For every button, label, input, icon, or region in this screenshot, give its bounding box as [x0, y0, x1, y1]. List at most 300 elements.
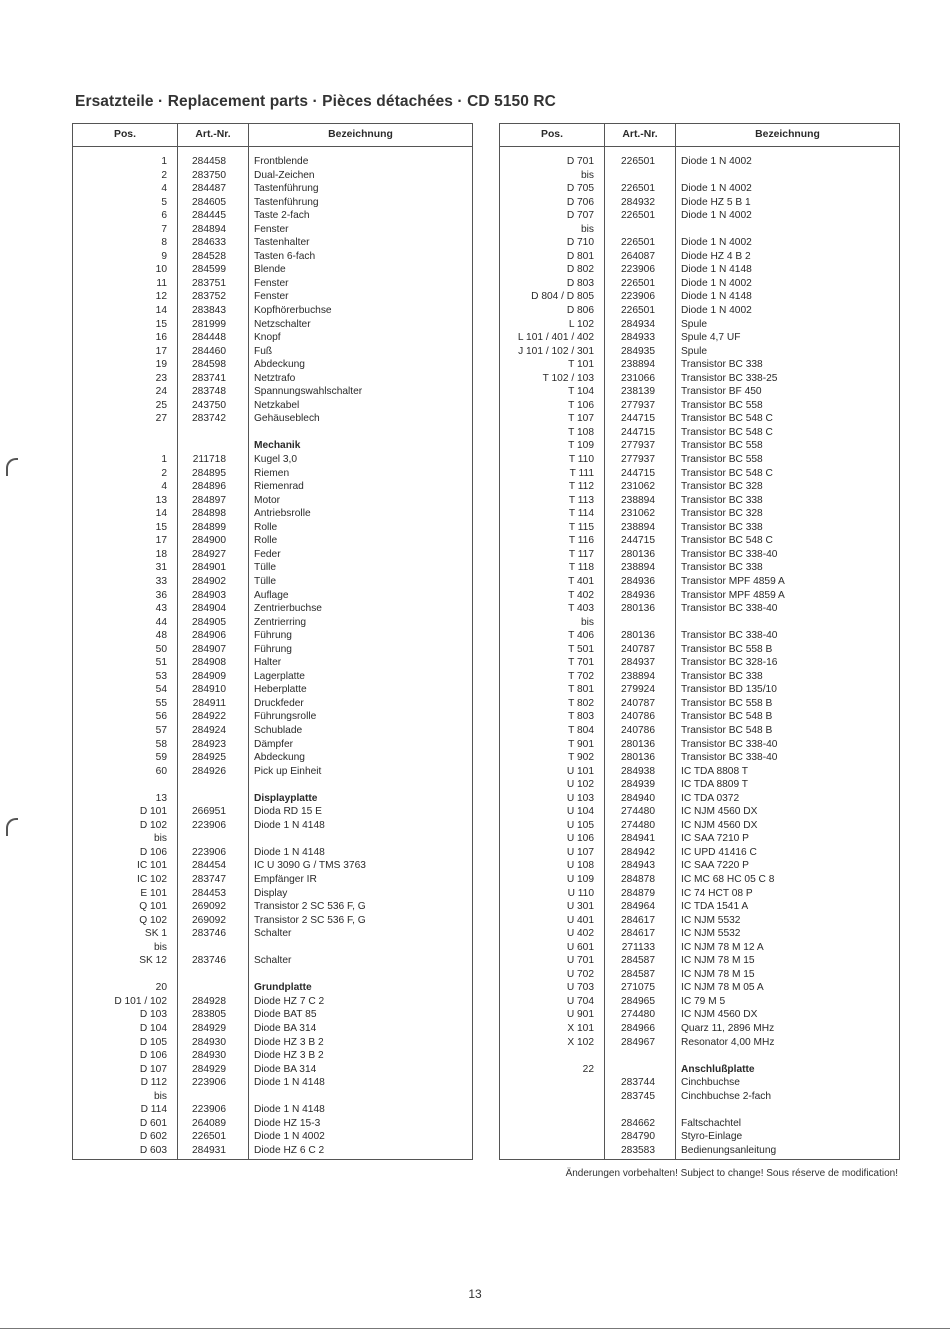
pos-cell: IC 101 [136, 860, 167, 872]
bezeichnung-cell: Rolle [254, 535, 278, 547]
pos-cell: D 112 [140, 1077, 167, 1089]
bezeichnung-cell: Spannungswahlschalter [254, 386, 363, 398]
art-nr-cell: 284908 [192, 657, 226, 669]
pos-cell [73, 426, 177, 440]
bezeichnung-cell: Diode 1 N 4002 [681, 183, 752, 195]
art-nr-cell: 284907 [192, 643, 226, 655]
pos-cell: 14 [155, 508, 167, 520]
pos-cell [500, 1144, 604, 1158]
pos-cell: T 902 [568, 752, 594, 764]
art-nr-cell: 274480 [621, 819, 655, 831]
art-nr-cell: 226501 [621, 305, 655, 317]
bezeichnung-cell: Schalter [254, 928, 292, 940]
art-nr-cell: 284922 [192, 711, 226, 723]
art-nr-cell [178, 792, 248, 806]
bezeichnung-cell: Rolle [254, 521, 278, 533]
bezeichnung-cell [676, 223, 899, 237]
bezeichnung-cell: Blende [254, 264, 286, 276]
pos-cell: T 109 [568, 440, 594, 452]
bezeichnung-cell [249, 832, 472, 846]
section-title: Mechanik [254, 440, 301, 452]
pos-cell: 24 [155, 386, 167, 398]
art-nr-cell: 244715 [621, 535, 655, 547]
bezeichnung-cell: Transistor 2 SC 536 F, G [254, 914, 366, 926]
bezeichnung-cell: Antriebsrolle [254, 508, 311, 520]
art-nr-cell: 284897 [192, 494, 226, 506]
pos-cell: 13 [155, 792, 167, 804]
bezeichnung-cell: Diode 1 N 4002 [681, 277, 752, 289]
art-nr-cell: 284899 [192, 521, 226, 533]
bezeichnung-cell: Spule [681, 318, 708, 330]
header-pos: Pos. [73, 124, 178, 146]
pos-cell [73, 778, 177, 792]
pos-cell: D 101 [139, 806, 167, 818]
pos-cell: X 102 [567, 1036, 594, 1048]
art-nr-cell: 281999 [192, 318, 226, 330]
art-nr-cell: 284633 [192, 237, 226, 249]
pos-cell: 4 [161, 183, 167, 195]
art-nr-cell: 283746 [192, 928, 226, 940]
pos-cell: 44 [155, 616, 167, 628]
pos-cell: 19 [155, 359, 167, 371]
pos-cell: 18 [155, 548, 167, 560]
art-nr-cell: 284617 [621, 914, 655, 926]
art-nr-cell: 269092 [192, 901, 226, 913]
pos-cell: 11 [156, 277, 167, 289]
art-nr-column [605, 147, 676, 1159]
bezeichnung-cell: IC 74 HCT 08 P [681, 887, 753, 899]
table-header [500, 124, 899, 147]
art-nr-cell: 277937 [621, 440, 655, 452]
bezeichnung-cell: IC TDA 1541 A [681, 901, 749, 913]
pos-cell: 10 [155, 264, 167, 276]
bezeichnung-cell: Auflage [254, 589, 289, 601]
art-nr-cell: 284445 [192, 210, 226, 222]
bezeichnung-cell: IC SAA 7210 P [681, 833, 749, 845]
art-nr-cell: 284587 [621, 955, 655, 967]
bezeichnung-cell: IC U 3090 G / TMS 3763 [254, 860, 366, 872]
pos-column [500, 147, 605, 1159]
art-nr-cell: 284933 [621, 332, 655, 344]
art-nr-cell: 284487 [192, 183, 226, 195]
pos-cell: bis [153, 1090, 167, 1102]
pos-cell: bis [580, 616, 594, 628]
art-nr-cell: 271075 [621, 982, 655, 994]
pos-cell: U 704 [566, 995, 594, 1007]
art-nr-cell: 238894 [621, 359, 655, 371]
pos-cell: T 104 [568, 386, 594, 398]
art-nr-cell: 284605 [192, 196, 226, 208]
bezeichnung-cell: Transistor BC 558 B [681, 643, 773, 655]
art-nr-cell: 223906 [192, 819, 226, 831]
art-nr-cell: 231062 [621, 481, 655, 493]
bezeichnung-cell: Spule [681, 345, 708, 357]
art-nr-cell [605, 169, 675, 183]
pos-cell: D 106 [139, 1050, 167, 1062]
bezeichnung-cell: Transistor BC 338 [681, 494, 763, 506]
pos-cell: 1 [161, 156, 167, 167]
pos-cell: Q 102 [139, 914, 167, 926]
bezeichnung-cell: Gehäuseblech [254, 413, 320, 425]
art-nr-cell: 264087 [621, 250, 655, 262]
art-nr-cell: 284900 [192, 535, 226, 547]
pos-cell: T 406 [568, 630, 594, 642]
art-nr-cell: 211718 [192, 454, 226, 466]
pos-cell: D 101 / 102 [114, 995, 167, 1007]
bezeichnung-cell: Diode BA 314 [254, 1023, 317, 1034]
bezeichnung-cell [676, 1103, 899, 1117]
bezeichnung-cell: Cinchbuchse 2-fach [681, 1090, 772, 1102]
art-nr-cell: 283744 [621, 1077, 655, 1089]
pos-cell: D 602 [139, 1131, 167, 1143]
art-nr-cell [605, 616, 675, 630]
pos-cell: U 108 [566, 860, 594, 872]
pos-cell: U 110 [567, 887, 594, 899]
bezeichnung-cell: Pick up Einheit [254, 765, 322, 777]
pos-cell: D 114 [140, 1104, 167, 1116]
art-nr-cell: 284923 [192, 738, 226, 750]
pos-cell: 36 [155, 589, 167, 601]
pos-cell: bis [153, 941, 167, 953]
art-nr-cell: 240786 [621, 711, 655, 723]
art-nr-cell: 284662 [621, 1117, 655, 1129]
art-nr-cell: 284460 [192, 345, 226, 357]
art-nr-cell: 223906 [192, 1104, 226, 1116]
bezeichnung-cell: Transistor BC 338-40 [681, 630, 778, 642]
parts-table-left [72, 123, 473, 1160]
pos-cell: T 108 [568, 426, 594, 438]
bezeichnung-cell: Diode HZ 7 C 2 [254, 995, 325, 1007]
bezeichnung-cell: Transistor MPF 4859 A [681, 575, 785, 587]
pos-cell: Q 101 [139, 901, 167, 913]
bezeichnung-cell: IC NJM 78 M 12 A [681, 941, 764, 953]
pos-cell: U 107 [566, 846, 594, 858]
art-nr-cell: 283746 [192, 955, 226, 967]
bezeichnung-cell: Bedienungsanleitung [681, 1144, 777, 1156]
art-nr-cell: 238894 [621, 670, 655, 682]
bezeichnung-cell [676, 1049, 899, 1063]
art-nr-cell: 284936 [621, 589, 655, 601]
art-nr-cell: 284458 [192, 156, 226, 167]
pos-cell: 50 [155, 643, 167, 655]
bezeichnung-cell: Tastenführung [254, 196, 319, 208]
art-nr-cell [605, 1049, 675, 1063]
page-edge-line [0, 1328, 950, 1329]
page-title: Ersatzteile · Replacement parts · Pièces détachées · CD 5150 RC [75, 93, 556, 110]
art-nr-cell: 284930 [192, 1050, 226, 1062]
pos-cell: 2 [161, 467, 167, 479]
pos-cell: 7 [161, 223, 167, 235]
bezeichnung-cell: Abdeckung [254, 359, 305, 371]
pos-cell: 53 [155, 670, 167, 682]
pos-cell: D 803 [566, 277, 594, 289]
bezeichnung-cell [249, 941, 472, 955]
art-nr-cell: 226501 [621, 277, 655, 289]
bezeichnung-cell: Führung [254, 630, 292, 642]
art-nr-cell [178, 941, 248, 955]
pos-cell: 55 [155, 697, 167, 709]
bezeichnung-cell [249, 968, 472, 982]
pos-cell: T 112 [568, 481, 594, 493]
art-nr-cell: 283745 [621, 1090, 655, 1102]
pos-cell: T 106 [568, 399, 594, 411]
art-nr-cell: 284926 [192, 765, 226, 777]
bezeichnung-cell: Riemen [254, 467, 290, 479]
bezeichnung-cell: Frontblende [254, 156, 309, 167]
bezeichnung-cell: Transistor BC 338-40 [681, 603, 778, 615]
bezeichnung-cell [249, 426, 472, 440]
pos-cell: T 804 [568, 724, 594, 736]
art-nr-cell: 284966 [621, 1023, 655, 1034]
art-nr-cell: 280136 [621, 738, 655, 750]
bezeichnung-cell: Transistor BC 548 C [681, 535, 773, 547]
pos-cell: bis [580, 223, 594, 235]
pos-cell: D 105 [139, 1036, 167, 1048]
art-nr-cell: 231062 [621, 508, 655, 520]
bezeichnung-cell [676, 169, 899, 183]
pos-cell: D 802 [566, 264, 594, 276]
pos-cell: 51 [155, 657, 167, 669]
bezeichnung-cell: Transistor 2 SC 536 F, G [254, 901, 366, 913]
pos-cell: U 701 [566, 955, 594, 967]
art-nr-cell: 284528 [192, 250, 226, 262]
pos-cell: 15 [155, 318, 167, 330]
bezeichnung-cell: Zentrierbuchse [254, 603, 322, 615]
bezeichnung-cell: Transistor BC 558 B [681, 697, 773, 709]
bezeichnung-cell: Styro-Einlage [681, 1131, 743, 1143]
art-nr-cell: 284931 [192, 1144, 226, 1156]
pos-cell: D 804 / D 805 [531, 291, 594, 303]
art-nr-cell: 284964 [621, 901, 655, 913]
pos-cell: T 118 [568, 562, 594, 574]
art-nr-cell: 280136 [621, 630, 655, 642]
bezeichnung-cell: Dämpfer [254, 738, 294, 750]
bezeichnung-cell: IC NJM 4560 DX [681, 819, 758, 831]
bezeichnung-cell: Diode 1 N 4148 [681, 291, 752, 303]
art-nr-cell: 238894 [621, 494, 655, 506]
art-nr-cell: 231066 [621, 372, 655, 384]
art-nr-cell: 274480 [621, 806, 655, 818]
bezeichnung-cell: Cinchbuchse [681, 1077, 740, 1089]
bezeichnung-cell: Spule 4,7 UF [681, 332, 741, 344]
bezeichnung-cell: Diode 1 N 4002 [681, 305, 752, 317]
pos-cell: 23 [155, 372, 167, 384]
bezeichnung-cell: Transistor BC 548 B [681, 724, 773, 736]
bezeichnung-cell [676, 616, 899, 630]
art-nr-cell [605, 1063, 675, 1077]
art-nr-cell: 284901 [192, 562, 226, 574]
pos-cell: D 701 [566, 156, 594, 167]
pos-cell: D 806 [566, 305, 594, 317]
art-nr-cell: 243750 [192, 399, 226, 411]
pos-cell: 58 [155, 738, 167, 750]
art-nr-cell: 284943 [621, 860, 655, 872]
pos-cell: 54 [155, 684, 167, 696]
pos-cell: bis [580, 169, 594, 181]
bezeichnung-cell: Diode HZ 3 B 2 [254, 1036, 324, 1048]
art-nr-cell: 283748 [192, 386, 226, 398]
art-nr-cell: 284895 [192, 467, 226, 479]
pos-cell: 59 [155, 752, 167, 764]
pos-cell: T 111 [569, 467, 594, 479]
pos-cell [73, 968, 177, 982]
pos-cell: D 603 [139, 1144, 167, 1156]
pos-cell [73, 439, 177, 453]
pos-cell: L 102 [568, 318, 594, 330]
pos-cell: D 601 [139, 1117, 167, 1129]
header-art-nr: Art.-Nr. [178, 124, 249, 146]
bezeichnung-cell: Transistor BC 328 [681, 481, 763, 493]
art-nr-cell: 284935 [621, 345, 655, 357]
art-nr-cell: 223906 [621, 291, 655, 303]
pos-cell: T 402 [568, 589, 594, 601]
bezeichnung-cell: Diode 1 N 4148 [254, 1104, 325, 1116]
art-nr-cell: 244715 [621, 467, 655, 479]
art-nr-cell: 284903 [192, 589, 226, 601]
pos-cell: D 107 [139, 1063, 167, 1075]
bezeichnung-cell [249, 778, 472, 792]
art-nr-cell: 284936 [621, 575, 655, 587]
bezeichnung-cell: IC NJM 4560 DX [681, 1009, 758, 1021]
binding-hole-mark [6, 818, 18, 836]
bezeichnung-cell: Transistor BC 338-40 [681, 738, 778, 750]
art-nr-column [178, 147, 249, 1159]
pos-cell: T 114 [568, 508, 594, 520]
pos-cell: 9 [161, 250, 167, 262]
art-nr-cell [178, 968, 248, 982]
bezeichnung-cell: Faltschachtel [681, 1117, 742, 1129]
art-nr-cell [178, 981, 248, 995]
bezeichnung-cell: IC NJM 4560 DX [681, 806, 758, 818]
art-nr-cell: 266951 [192, 806, 226, 818]
art-nr-cell: 284909 [192, 670, 226, 682]
art-nr-cell: 284453 [192, 887, 226, 899]
pos-cell: U 702 [566, 968, 594, 980]
bezeichnung-cell: Transistor BC 338 [681, 359, 763, 371]
bezeichnung-cell: Tülle [254, 575, 277, 587]
bezeichnung-cell: Transistor BC 338 [681, 562, 763, 574]
bezeichnung-cell: Transistor MPF 4859 A [681, 589, 785, 601]
art-nr-cell: 280136 [621, 603, 655, 615]
art-nr-cell: 226501 [192, 1131, 226, 1143]
bezeichnung-cell: Zentrierring [254, 616, 307, 628]
pos-cell: 48 [155, 630, 167, 642]
bezeichnung-cell: Transistor BD 135/10 [681, 684, 777, 696]
bezeichnung-cell: Tastenführung [254, 183, 319, 195]
art-nr-cell: 284925 [192, 752, 226, 764]
pos-cell: 56 [155, 711, 167, 723]
pos-cell: 33 [155, 575, 167, 587]
bezeichnung-cell: Kugel 3,0 [254, 454, 298, 466]
pos-cell [500, 1130, 604, 1144]
bezeichnung-cell: Transistor BC 338-25 [681, 372, 778, 384]
bezeichnung-cell: Empfänger IR [254, 873, 317, 885]
pos-cell: 20 [155, 982, 167, 994]
header-bezeichnung: Bezeichnung [328, 129, 393, 140]
pos-cell: U 105 [566, 819, 594, 831]
pos-cell: D 705 [566, 183, 594, 195]
bezeichnung-cell: Fenster [254, 277, 289, 289]
art-nr-cell: 226501 [621, 156, 655, 167]
bezeichnung-cell: IC UPD 41416 C [681, 846, 757, 858]
bezeichnung-cell: Diode BA 314 [254, 1063, 317, 1075]
pos-cell: T 702 [568, 670, 594, 682]
pos-cell: U 103 [566, 792, 594, 804]
pos-cell: U 601 [566, 941, 594, 953]
art-nr-cell: 283583 [621, 1144, 655, 1156]
bezeichnung-cell: Knopf [254, 332, 281, 344]
bezeichnung-cell: Transistor BC 328-16 [681, 657, 778, 669]
bezeichnung-cell: Lagerplatte [254, 670, 305, 682]
section-title: Displayplatte [254, 792, 318, 804]
bezeichnung-cell: Fuß [254, 345, 273, 357]
bezeichnung-cell: Abdeckung [254, 752, 305, 764]
pos-cell: 8 [161, 237, 167, 249]
pos-cell: L 101 / 401 / 402 [517, 332, 594, 344]
art-nr-cell: 284599 [192, 264, 226, 276]
pos-cell: 60 [155, 765, 167, 777]
pos-cell: U 104 [566, 806, 594, 818]
bezeichnung-cell: Kopfhörerbuchse [254, 305, 332, 317]
footer-note: Änderungen vorbehalten! Subject to change! Sous réserve de modification! [565, 1168, 898, 1179]
art-nr-cell: 274480 [621, 1009, 655, 1021]
bezeichnung-cell: Diode 1 N 4148 [254, 819, 325, 831]
art-nr-cell: 284879 [621, 887, 655, 899]
art-nr-cell: 284910 [192, 684, 226, 696]
art-nr-cell: 284906 [192, 630, 226, 642]
table-header [73, 124, 472, 147]
pos-cell: 15 [155, 521, 167, 533]
parts-table-right [499, 123, 900, 1160]
pos-cell: T 901 [568, 738, 594, 750]
bezeichnung-cell: Dioda RD 15 E [254, 806, 322, 818]
bezeichnung-cell: Diode HZ 15-3 [254, 1117, 321, 1129]
bezeichnung-cell: Transistor BC 558 [681, 440, 763, 452]
art-nr-cell: 284965 [621, 995, 655, 1007]
pos-cell: D 710 [566, 237, 594, 249]
art-nr-cell: 284898 [192, 508, 226, 520]
art-nr-cell: 226501 [621, 183, 655, 195]
art-nr-cell: 284929 [192, 1063, 226, 1075]
header-art-nr: Art.-Nr. [605, 124, 676, 146]
pos-cell: 43 [155, 603, 167, 615]
pos-cell: J 101 / 102 / 301 [518, 345, 594, 357]
bezeichnung-cell: IC 79 M 5 [681, 995, 726, 1007]
art-nr-cell [178, 426, 248, 440]
bezeichnung-cell: Taste 2-fach [254, 210, 310, 222]
bezeichnung-cell: Diode 1 N 4148 [254, 1077, 325, 1089]
pos-cell: T 501 [568, 643, 594, 655]
bezeichnung-cell: Netzkabel [254, 399, 300, 411]
art-nr-cell: 284940 [621, 792, 655, 804]
art-nr-cell: 277937 [621, 399, 655, 411]
art-nr-cell: 223906 [621, 264, 655, 276]
bezeichnung-cell: Transistor BC 328 [681, 508, 763, 520]
art-nr-cell [178, 1090, 248, 1104]
art-nr-cell: 284941 [621, 833, 655, 845]
bezeichnung-cell: Diode HZ 6 C 2 [254, 1144, 325, 1156]
art-nr-cell: 283741 [192, 372, 226, 384]
art-nr-cell: 284904 [192, 603, 226, 615]
pos-cell: T 701 [568, 657, 594, 669]
pos-cell: U 102 [566, 779, 594, 791]
art-nr-cell: 284942 [621, 846, 655, 858]
art-nr-cell [605, 1103, 675, 1117]
art-nr-cell: 264089 [192, 1117, 226, 1129]
pos-cell [500, 1090, 604, 1104]
pos-cell: SK 1 [144, 928, 167, 940]
bezeichnung-cell: Heberplatte [254, 684, 307, 696]
